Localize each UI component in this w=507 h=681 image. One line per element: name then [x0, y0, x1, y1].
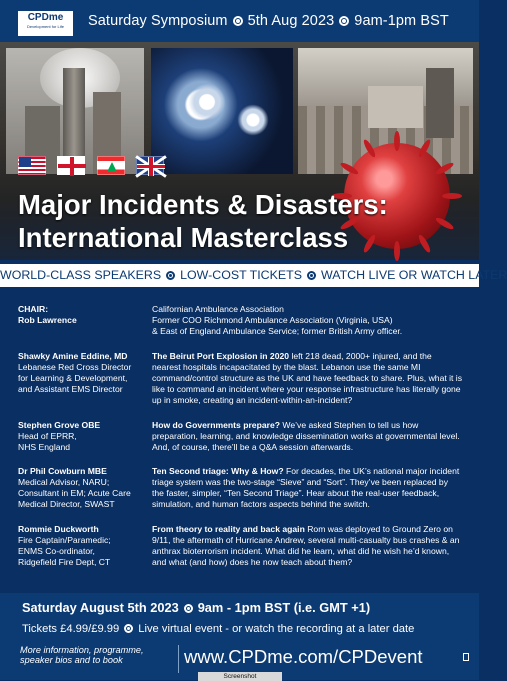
square-cursor-icon — [463, 653, 469, 661]
strapline-item: LOW-COST TICKETS — [180, 268, 302, 282]
speaker-role-line: Lebanese Red Cross Director — [18, 362, 132, 372]
chair-row — [0, 304, 479, 339]
top-header-bar — [0, 0, 479, 42]
session-title: From theory to reality and back again — [152, 524, 305, 534]
more-information-text: More information, programme, speaker bios and to book — [20, 645, 144, 665]
bullet-icon — [184, 604, 193, 613]
storm-swirl-icon — [236, 103, 270, 137]
us-flag-icon — [18, 156, 46, 175]
speaker-list — [0, 292, 479, 593]
hero-banner — [0, 42, 479, 260]
session-title: The Beirut Port Explosion in 2020 — [152, 351, 290, 361]
bullet-icon — [233, 16, 243, 26]
event-title: Saturday Symposium — [88, 13, 228, 29]
session-description — [152, 351, 462, 406]
masterclass-title — [18, 188, 388, 254]
footer-time: 9am - 1pm BST (i.e. GMT +1) — [197, 600, 371, 615]
speaker-role-line: for Learning & Development, — [18, 373, 128, 383]
session-text: For decades, the UK’s national major incident triage system was the two-stage “Sieve” and “Sort”. They’ve been replaced by the faster, simpler, “Ten Second Triage”. Hear about the real-user feedback, simulation, and human factors aspects behind the switch. — [152, 466, 460, 509]
speaker-name: Dr Phil Cowburn MBE — [18, 466, 107, 476]
england-flag-icon — [57, 156, 85, 175]
event-header-line — [88, 13, 449, 29]
logo-tagline: Development for Life — [27, 24, 64, 29]
speaker-role-line: Head of EPRR, — [18, 431, 77, 441]
uk-flag-icon — [136, 156, 164, 175]
footer-divider — [178, 645, 179, 673]
speaker-name: Stephen Grove OBE — [18, 420, 101, 430]
speaker-row — [0, 466, 479, 512]
speaker-role-line: Fire Captain/Paramedic; — [18, 535, 111, 545]
storm-swirl-icon — [187, 82, 227, 122]
bullet-icon — [166, 271, 175, 280]
event-website-link[interactable]: www.CPDme.com/CPDevent — [184, 646, 423, 667]
event-date-time — [22, 600, 370, 615]
speaker-info — [18, 524, 146, 568]
cpdme-logo — [18, 11, 73, 36]
session-text: Rom was deployed to Ground Zero on 9/11, the aftermath of Hurricane Andrew, several multi-casualty bus crashes & an anthrax bioterrorism incident. What did he learn, what did he wish he’d known, and what (and how) does he now teach about them? — [152, 524, 460, 567]
hurricane-satellite-photo — [151, 48, 293, 174]
session-text: We’ve asked Stephen to tell us how preparation, learning, and knowledge dissemination works at governmental level. And, of course, there’ll be a Q&A session afterwards. — [152, 420, 460, 452]
speaker-info — [18, 351, 146, 395]
speaker-role-line: Medical Advisor, NARU; — [18, 477, 110, 487]
bullet-icon — [307, 271, 316, 280]
session-description — [152, 524, 462, 568]
speaker-role-line: NHS England — [18, 442, 71, 452]
strapline-item: WORLD-CLASS SPEAKERS — [0, 268, 162, 282]
speaker-row — [0, 524, 479, 570]
session-description — [152, 466, 462, 510]
chair-label-block — [18, 304, 146, 326]
logo-name: CPDme — [27, 12, 64, 23]
session-text: left 218 dead, 2000+ injured, and the nearest hospitals incapacitated by the blast. Lebanon use the same MI command/control structure as the UK and have feedback to share. Plus, what it is like to command an incident where your response infrastructure has literally gone up in smoke, creating an incident-within-an-incident? — [152, 351, 463, 405]
chair-label: CHAIR: — [18, 304, 49, 314]
speaker-info — [18, 466, 146, 510]
chair-description — [152, 304, 462, 337]
screenshot-label: Screenshot — [198, 672, 282, 681]
lebanon-flag-icon — [97, 156, 125, 175]
title-line: Major Incidents & Disasters: — [18, 189, 388, 220]
speaker-row — [0, 351, 479, 409]
speaker-name: Shawky Amine Eddine, MD — [18, 351, 128, 361]
speaker-role-line: Medical Director, SWAST — [18, 499, 115, 509]
title-line: International Masterclass — [18, 222, 349, 253]
event-date: 5th Aug 2023 — [247, 13, 335, 29]
strapline-item: WATCH LIVE OR WATCH LATER — [321, 268, 507, 282]
session-title: How do Governments prepare? — [152, 420, 280, 430]
speaker-role-line: Ridgefield Fire Dept, CT — [18, 557, 111, 567]
feature-strapline — [0, 264, 507, 287]
damaged-building-shape — [426, 68, 454, 138]
ticket-info — [22, 623, 414, 635]
description-line: Californian Ambulance Association — [152, 304, 284, 314]
speaker-role-line: ENMS Co-ordinator, — [18, 546, 95, 556]
footer-date: Saturday August 5th 2023 — [22, 600, 179, 615]
ticket-price: Tickets £4.99/£9.99 — [22, 623, 120, 635]
session-title: Ten Second triage: Why & How? — [152, 466, 284, 476]
chair-name: Rob Lawrence — [18, 315, 77, 325]
description-line: & East of England Ambulance Service; former British Army officer. — [152, 326, 403, 336]
speaker-role-line: and Assistant EMS Director — [18, 384, 123, 394]
speaker-info — [18, 420, 146, 453]
country-flags — [18, 156, 168, 176]
speaker-role-line: Consultant in EM; Acute Care — [18, 488, 131, 498]
speaker-row — [0, 420, 479, 455]
event-format: Live virtual event - or watch the recording at a later date — [138, 623, 415, 635]
speaker-name: Rommie Duckworth — [18, 524, 99, 534]
session-description — [152, 420, 462, 453]
event-footer — [0, 593, 479, 680]
bullet-icon — [124, 624, 133, 633]
description-line: Former COO Richmond Ambulance Association (Virginia, USA) — [152, 315, 393, 325]
event-time: 9am-1pm BST — [354, 13, 449, 29]
silo-shape — [368, 86, 423, 128]
bullet-icon — [339, 16, 349, 26]
